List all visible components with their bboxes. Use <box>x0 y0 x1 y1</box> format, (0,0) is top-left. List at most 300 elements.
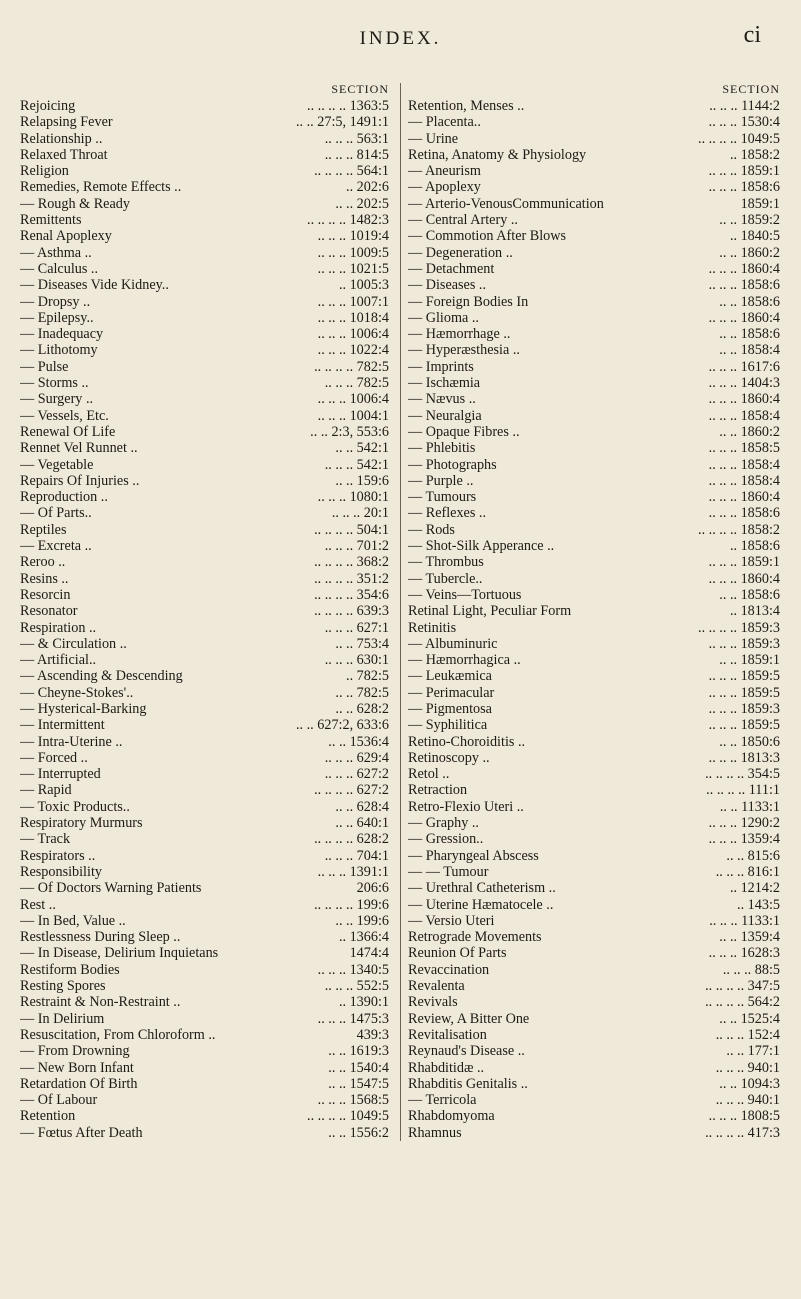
index-entry <box>408 994 784 1010</box>
index-entry-term: — Aneurism <box>408 163 481 180</box>
index-entry-term: Retinal Light, Peculiar Form <box>408 603 572 620</box>
index-entry-reference: .. .. .. .. 354:6 <box>314 586 389 603</box>
index-entry <box>408 98 784 114</box>
index-entry-term: Revitalisation <box>408 1026 487 1043</box>
index-entry-reference: .. 1390:1 <box>338 994 389 1011</box>
index-entry-term: — Tubercle.. <box>408 570 483 587</box>
index-entry-reference: .. .. 199:6 <box>335 912 389 929</box>
index-entry <box>8 668 393 684</box>
index-entry <box>8 782 393 798</box>
index-entry-term: Reunion Of Parts <box>408 945 507 962</box>
index-entry-term: — In Delirium <box>20 1010 105 1027</box>
index-entry-reference: .. 1214:2 <box>729 880 780 897</box>
index-entry <box>408 636 784 652</box>
index-entry-reference: .. .. 1850:6 <box>719 733 780 750</box>
index-entry-reference: .. .. 1619:3 <box>328 1043 389 1060</box>
index-entry <box>408 1060 784 1076</box>
index-column-left <box>8 83 393 1141</box>
index-entry-term: — Inadequacy <box>20 326 104 343</box>
index-entry <box>408 131 784 147</box>
index-entry <box>8 1011 393 1027</box>
index-entry-reference: .. .. .. 1019:4 <box>317 228 389 245</box>
index-entry <box>8 1027 393 1043</box>
index-entry <box>8 522 393 538</box>
index-entry <box>408 864 784 880</box>
index-entry <box>8 701 393 717</box>
index-entry-reference: .. .. .. 1860:4 <box>708 309 780 326</box>
index-entry <box>408 522 784 538</box>
index-entry-reference: .. .. .. 1568:5 <box>317 1092 389 1109</box>
index-entry-term: — Diseases Vide Kidney.. <box>20 277 169 294</box>
index-entry <box>408 701 784 717</box>
index-entry-reference: .. .. .. 1858:5 <box>708 440 780 457</box>
index-entry-term: Rhamnus <box>408 1124 462 1141</box>
index-entry <box>8 375 393 391</box>
index-entry-term: Resting Spores <box>20 978 106 995</box>
index-entry-term: — Hysterical-Barking <box>20 700 147 717</box>
index-entry <box>8 1092 393 1108</box>
index-entry <box>408 897 784 913</box>
index-entry-term: — Degeneration .. <box>408 244 513 261</box>
index-entry <box>408 1076 784 1092</box>
index-entry-reference: .. .. .. 1860:4 <box>708 391 780 408</box>
index-entry-term: Retention, Menses .. <box>408 98 525 114</box>
index-entry-reference: .. .. .. .. 1859:3 <box>698 619 780 636</box>
index-entry <box>8 391 393 407</box>
index-entry-term: — Uterine Hæmatocele .. <box>408 896 554 913</box>
index-entry-term: — Hyperæsthesia .. <box>408 342 520 359</box>
index-entry-list <box>408 98 784 1141</box>
index-entry-term: — Syphilitica <box>408 717 488 734</box>
index-entry <box>408 750 784 766</box>
index-entry-reference: .. .. .. 1858:6 <box>708 505 780 522</box>
index-entry <box>408 571 784 587</box>
index-entry <box>8 114 393 130</box>
index-entry <box>8 473 393 489</box>
index-entry <box>8 685 393 701</box>
index-entry-reference: .. .. .. 1858:4 <box>708 407 780 424</box>
index-entry-reference: .. .. .. 940:1 <box>715 1059 780 1076</box>
index-entry-term: — Ischæmia <box>408 375 481 392</box>
index-entry-term: Reptiles <box>20 521 67 538</box>
index-entry <box>408 505 784 521</box>
index-entry-reference: .. .. .. 1859:3 <box>708 700 780 717</box>
index-entry-reference: .. .. .. 1530:4 <box>708 114 780 131</box>
index-entry <box>8 489 393 505</box>
index-entry-term: Retrograde Movements <box>408 929 542 946</box>
index-entry-reference: .. .. .. 20:1 <box>331 505 389 522</box>
index-entry-reference: .. .. .. 1021:5 <box>317 260 389 277</box>
index-entry-term: Remedies, Remote Effects .. <box>20 179 182 196</box>
index-entry <box>8 457 393 473</box>
index-entry-term: — Glioma .. <box>408 309 479 326</box>
index-entry-reference: .. .. .. 1022:4 <box>317 342 389 359</box>
index-entry-term: — Apoplexy <box>408 179 481 196</box>
index-entry-term: — Of Parts.. <box>20 505 92 522</box>
index-entry <box>8 277 393 293</box>
index-entry <box>408 245 784 261</box>
index-entry-reference: .. 782:5 <box>346 668 389 685</box>
index-entry-reference: .. .. 628:2 <box>335 700 389 717</box>
index-entry-term: — Dropsy .. <box>20 293 91 310</box>
index-entry <box>408 342 784 358</box>
index-entry-reference: .. .. 542:1 <box>335 440 389 457</box>
index-entry-reference: .. .. .. 1859:5 <box>708 668 780 685</box>
index-entry <box>8 147 393 163</box>
index-entry-term: — Nævus .. <box>408 391 476 408</box>
index-entry <box>408 391 784 407</box>
index-entry <box>408 147 784 163</box>
index-entry-reference: .. .. .. 629:4 <box>324 749 389 766</box>
index-entry-term: — Artificial.. <box>20 652 97 669</box>
index-entry-reference: .. .. 1858:4 <box>719 342 780 359</box>
index-entry-term: — Tumours <box>408 489 477 506</box>
index-entry-term: — Gression.. <box>408 831 484 848</box>
index-entry-term: — New Born Infant <box>20 1059 134 1076</box>
index-entry-term: — Central Artery .. <box>408 212 518 229</box>
index-entry <box>8 1125 393 1141</box>
index-entry <box>408 310 784 326</box>
index-entry-reference: .. .. .. 1813:3 <box>708 749 780 766</box>
index-entry <box>8 897 393 913</box>
index-entry-reference: .. .. .. 701:2 <box>324 538 389 555</box>
index-entry <box>8 880 393 896</box>
index-entry-reference: .. .. 628:4 <box>335 798 389 815</box>
index-entry <box>8 424 393 440</box>
index-entry-reference: .. .. .. 1018:4 <box>317 309 389 326</box>
index-entry <box>408 489 784 505</box>
index-entry-reference: .. .. .. 782:5 <box>324 375 389 392</box>
index-entry-reference: .. .. .. .. 1049:5 <box>698 130 780 147</box>
index-entry-term: — Reflexes .. <box>408 505 487 522</box>
index-entry-term: Resins .. <box>20 570 69 587</box>
index-entry-term: — Rods <box>408 521 455 538</box>
index-entry-reference: .. .. 1525:4 <box>719 1010 780 1027</box>
index-entry-term: — — Tumour <box>408 863 489 880</box>
index-entry <box>408 978 784 994</box>
index-entry-reference: .. .. .. 630:1 <box>324 652 389 669</box>
index-entry-reference: .. .. .. 704:1 <box>324 847 389 864</box>
index-entry-term: Restiform Bodies <box>20 961 120 978</box>
index-entry-reference: .. .. .. .. 628:2 <box>314 831 389 848</box>
index-entry-reference: .. .. 177:1 <box>726 1043 780 1060</box>
index-entry-reference: .. .. .. 1858:6 <box>708 277 780 294</box>
index-entry <box>408 766 784 782</box>
index-entry-reference: .. .. .. .. 504:1 <box>314 521 389 538</box>
index-entry <box>8 603 393 619</box>
index-entry-reference: .. .. .. 1808:5 <box>708 1108 780 1125</box>
index-entry-reference: .. .. .. .. 1363:5 <box>307 98 389 114</box>
index-entry <box>8 554 393 570</box>
index-entry-reference: .. .. .. .. 347:5 <box>705 978 780 995</box>
index-entry-reference: .. 1005:3 <box>338 277 389 294</box>
index-entry <box>408 326 784 342</box>
index-entry-term: Retraction <box>408 782 468 799</box>
index-entry-reference: .. .. .. .. 639:3 <box>314 603 389 620</box>
index-entry-term: — Shot-Silk Apperance .. <box>408 538 555 555</box>
index-entry-term: — Pulse <box>20 358 69 375</box>
index-entry-reference: .. .. .. 1858:6 <box>708 179 780 196</box>
index-entry <box>408 1092 784 1108</box>
index-entry-reference: .. .. .. .. 1482:3 <box>307 212 389 229</box>
index-entry-term: Rest .. <box>20 896 56 913</box>
index-entry-reference: .. .. .. 152:4 <box>715 1026 780 1043</box>
index-entry <box>8 212 393 228</box>
index-entry-term: Reproduction .. <box>20 489 108 506</box>
index-entry-reference: .. .. .. 1860:4 <box>708 570 780 587</box>
index-entry-term: Revalenta <box>408 978 465 995</box>
index-entry-term: — Urethral Catheterism .. <box>408 880 556 897</box>
index-entry <box>408 848 784 864</box>
index-entry-reference: .. 1858:2 <box>729 146 780 163</box>
index-entry-reference: .. .. .. 627:2 <box>324 766 389 783</box>
index-entry <box>8 587 393 603</box>
index-entry <box>8 815 393 831</box>
index-entry-reference: .. .. .. 1007:1 <box>317 293 389 310</box>
index-entry-term: Reroo .. <box>20 554 66 571</box>
index-entry-term: Restraint & Non-Restraint .. <box>20 994 181 1011</box>
index-entry-term: — Opaque Fibres .. <box>408 423 520 440</box>
index-entry <box>408 408 784 424</box>
index-entry-reference: .. .. .. 1859:1 <box>708 163 780 180</box>
index-entry-reference: .. .. .. 816:1 <box>715 863 780 880</box>
index-entry-reference: .. .. 1094:3 <box>719 1075 780 1092</box>
index-entry-reference: .. .. .. .. 1858:2 <box>698 521 780 538</box>
index-entry-reference: .. .. 202:5 <box>335 195 389 212</box>
index-entry <box>408 440 784 456</box>
index-entry <box>408 1043 784 1059</box>
index-entry-reference: .. .. .. .. 111:1 <box>706 782 780 799</box>
index-entry-term: Renewal Of Life <box>20 423 116 440</box>
index-entry <box>408 962 784 978</box>
index-entry-reference: .. .. 27:5, 1491:1 <box>295 114 389 131</box>
index-entry-term: — Commotion After Blows <box>408 228 567 245</box>
index-entry <box>8 179 393 195</box>
index-entry-term: Retinoscopy .. <box>408 749 490 766</box>
index-entry <box>408 1027 784 1043</box>
index-entry-term: — Of Doctors Warning Patients <box>20 880 202 897</box>
index-entry-reference: .. .. 1860:2 <box>719 244 780 261</box>
index-entry-term: — Storms .. <box>20 375 89 392</box>
index-entry <box>8 864 393 880</box>
index-entry-reference: .. .. .. 1133:1 <box>709 912 780 929</box>
index-entry-reference: .. 202:6 <box>346 179 389 196</box>
index-entry-term: — Epilepsy.. <box>20 309 94 326</box>
index-entry <box>408 815 784 831</box>
index-entry-term: — Neuralgia <box>408 407 482 424</box>
index-entry-term: — Excreta .. <box>20 538 92 555</box>
index-entry-reference: .. .. .. 1859:5 <box>708 684 780 701</box>
index-entry <box>408 554 784 570</box>
index-entry <box>8 978 393 994</box>
index-entry-reference: .. .. .. 88:5 <box>722 961 780 978</box>
index-entry <box>8 652 393 668</box>
index-entry-reference: .. .. 640:1 <box>335 815 389 832</box>
index-entry-list <box>8 98 393 1141</box>
index-entry <box>408 212 784 228</box>
index-entry-term: — Placenta.. <box>408 114 481 131</box>
index-entry-term: Retention <box>20 1108 76 1125</box>
index-entry <box>8 913 393 929</box>
index-entry-reference: .. .. .. 814:5 <box>324 146 389 163</box>
index-entry-term: Rejoicing <box>20 98 76 114</box>
index-entry <box>408 652 784 668</box>
index-entry <box>408 717 784 733</box>
index-entry-term: — Cheyne-Stokes'.. <box>20 684 134 701</box>
index-entry <box>8 929 393 945</box>
index-column-right <box>400 83 784 1141</box>
index-entry-reference: .. .. .. 1858:4 <box>708 456 780 473</box>
index-entry-term: Relationship .. <box>20 130 103 147</box>
index-entry <box>8 294 393 310</box>
index-entry <box>8 750 393 766</box>
index-entry <box>8 831 393 847</box>
index-entry <box>408 799 784 815</box>
index-entry-reference: .. 1813:4 <box>729 603 780 620</box>
index-entry <box>8 440 393 456</box>
index-entry-term: — Foreign Bodies In <box>408 293 529 310</box>
index-entry-term: — Forced .. <box>20 749 88 766</box>
index-entry-reference: .. .. 1536:4 <box>328 733 389 750</box>
index-entry <box>408 359 784 375</box>
index-entry-reference: 439:3 <box>356 1026 389 1043</box>
index-entry-reference: .. .. 1547:5 <box>328 1075 389 1092</box>
index-entry <box>408 261 784 277</box>
index-entry <box>8 245 393 261</box>
index-entry-reference: .. .. .. 563:1 <box>324 130 389 147</box>
index-entry <box>408 913 784 929</box>
index-entry-term: Revivals <box>408 994 458 1011</box>
index-entry-reference: .. .. .. 1859:5 <box>708 717 780 734</box>
index-entry-reference: .. .. 1359:4 <box>719 929 780 946</box>
index-entry <box>8 1076 393 1092</box>
index-entry <box>408 1125 784 1141</box>
index-entry-reference: .. .. 1858:6 <box>719 293 780 310</box>
index-entry-term: — Arterio-VenousCommunication <box>408 195 604 212</box>
index-entry-term: — Diseases .. <box>408 277 487 294</box>
index-entry-reference: .. .. .. 1858:4 <box>708 472 780 489</box>
index-entry-term: Resorcin <box>20 586 71 603</box>
index-entry <box>8 1060 393 1076</box>
index-entry-term: — Terricola <box>408 1092 477 1109</box>
index-entry-term: Remittents <box>20 212 82 229</box>
index-entry-term: Repairs Of Injuries .. <box>20 472 140 489</box>
index-entry-term: Retina, Anatomy & Physiology <box>408 146 587 163</box>
index-entry-reference: .. .. .. 1628:3 <box>708 945 780 962</box>
index-entry-term: Relaxed Throat <box>20 146 108 163</box>
index-entry-term: — Interrupted <box>20 766 101 783</box>
index-entry-term: — Perimacular <box>408 684 495 701</box>
index-entry-reference: 206:6 <box>356 880 389 897</box>
index-entry <box>8 636 393 652</box>
index-entry-reference: .. .. .. 1617:6 <box>708 358 780 375</box>
index-entry-reference: .. .. .. 1290:2 <box>708 815 780 832</box>
index-entry-reference: .. .. 2:3, 553:6 <box>310 423 389 440</box>
index-entry-reference: .. .. .. .. 199:6 <box>314 896 389 913</box>
index-entry-term: Retol .. <box>408 766 450 783</box>
index-entry-reference: .. .. .. 1391:1 <box>317 863 389 880</box>
index-entry-term: — Detachment <box>408 260 495 277</box>
index-entry-term: — Purple .. <box>408 472 474 489</box>
index-entry-term: — Lithotomy <box>20 342 98 359</box>
index-entry <box>8 717 393 733</box>
index-entry <box>8 799 393 815</box>
index-entry-reference: .. .. .. 1860:4 <box>708 489 780 506</box>
index-entry-term: — Vessels, Etc. <box>20 407 109 424</box>
index-entry-reference: .. .. .. 627:1 <box>324 619 389 636</box>
index-entry-reference: .. .. 1556:2 <box>328 1124 389 1141</box>
index-entry-reference: .. .. 1540:4 <box>328 1059 389 1076</box>
index-entry <box>408 880 784 896</box>
index-entry-term: — Surgery .. <box>20 391 94 408</box>
index-entry-reference: .. .. 1859:1 <box>719 652 780 669</box>
index-entry-term: — Veins—Tortuous <box>408 586 522 603</box>
index-entry <box>8 342 393 358</box>
index-entry-reference: .. .. .. 1859:1 <box>708 554 780 571</box>
index-entry-term: Reynaud's Disease .. <box>408 1043 525 1060</box>
index-entry-reference: .. .. 815:6 <box>726 847 780 864</box>
section-column-label: SECTION <box>331 82 389 96</box>
index-entry-reference: .. .. .. 1080:1 <box>317 489 389 506</box>
index-entry <box>408 620 784 636</box>
index-entry-term: — Pharyngeal Abscess <box>408 847 539 864</box>
index-entry-term: Religion <box>20 163 69 180</box>
index-entry-term: — Intermittent <box>20 717 105 734</box>
index-entry <box>8 163 393 179</box>
index-entry <box>8 98 393 114</box>
index-entry <box>8 734 393 750</box>
index-entry-term: Retro-Flexio Uteri .. <box>408 798 524 815</box>
index-entry-reference: .. .. .. .. 1049:5 <box>307 1108 389 1125</box>
index-entry-reference: .. 1366:4 <box>338 929 389 946</box>
index-entry-term: — From Drowning <box>20 1043 130 1060</box>
index-entry <box>8 962 393 978</box>
index-entry <box>408 228 784 244</box>
index-entry-term: Rhabdomyoma <box>408 1108 495 1125</box>
index-entry <box>8 359 393 375</box>
index-entry <box>8 326 393 342</box>
index-entry <box>408 375 784 391</box>
index-entry-reference: .. .. 1859:2 <box>719 212 780 229</box>
index-entry <box>408 831 784 847</box>
index-entry-term: — Of Labour <box>20 1092 98 1109</box>
index-entry-reference: .. .. .. 542:1 <box>324 456 389 473</box>
index-entry-term: — Ascending & Descending <box>20 668 183 685</box>
index-entry-reference: .. .. .. .. 564:1 <box>314 163 389 180</box>
index-entry-reference: .. .. .. 1006:4 <box>317 326 389 343</box>
index-entry-term: — Urine <box>408 130 459 147</box>
index-entry-term: Respiration .. <box>20 619 97 636</box>
index-entry-term: — Albuminuric <box>408 635 498 652</box>
index-entry <box>8 408 393 424</box>
index-entry-reference: .. .. 1858:6 <box>719 326 780 343</box>
index-entry-term: — Vegetable <box>20 456 94 473</box>
index-entry-reference: .. .. .. .. 564:2 <box>705 994 780 1011</box>
index-entry-reference: .. .. .. 1404:3 <box>708 375 780 392</box>
index-entry <box>8 196 393 212</box>
index-entry <box>408 424 784 440</box>
index-entry-reference: .. .. 782:5 <box>335 684 389 701</box>
index-entry-reference: .. .. .. .. 417:3 <box>705 1124 780 1141</box>
index-entry-term: — In Bed, Value .. <box>20 912 126 929</box>
index-entry-reference: .. .. .. 1340:5 <box>317 961 389 978</box>
index-entry-reference: .. .. .. 1144:2 <box>709 98 780 114</box>
index-entry-term: Relapsing Fever <box>20 114 113 131</box>
index-entry-reference: .. .. 1858:6 <box>719 586 780 603</box>
index-entry-term: — Photographs <box>408 456 497 473</box>
index-entry <box>408 587 784 603</box>
index-entry <box>8 994 393 1010</box>
